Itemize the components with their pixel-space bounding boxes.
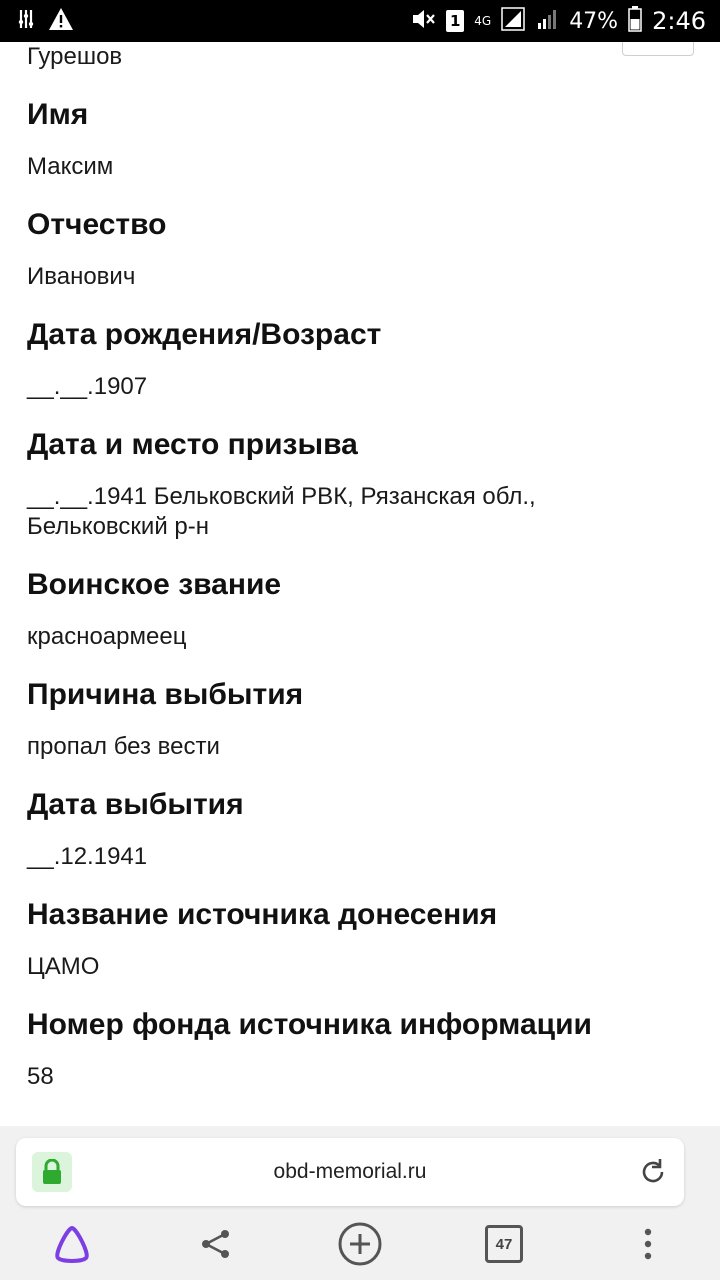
alice-icon[interactable]	[36, 1214, 108, 1274]
surname-value: Гурешов	[27, 43, 123, 70]
leave-date-field	[0, 786, 271, 872]
battery-percent: 47%	[569, 8, 619, 34]
field-value: 58	[27, 1063, 54, 1090]
tabs-count: 47	[485, 1225, 523, 1263]
lock-icon[interactable]	[32, 1152, 72, 1192]
field-label: Дата рождения/Возраст	[27, 318, 382, 351]
signal-icon	[501, 7, 527, 35]
menu-icon[interactable]	[612, 1214, 684, 1274]
reason-field	[0, 676, 330, 762]
field-value: __.__.1907	[27, 373, 148, 400]
status-bar-left	[14, 7, 74, 35]
field-label: Воинское звание	[27, 568, 282, 601]
network-type: 4G	[474, 14, 492, 28]
field-value: Иванович	[27, 263, 136, 290]
field-label: Дата выбытия	[27, 788, 244, 821]
field-label: Название источника донесения	[27, 898, 498, 931]
field-label: Номер фонда источника информации	[27, 1008, 592, 1041]
status-bar	[0, 0, 720, 42]
warning-icon	[48, 7, 74, 35]
browser-bar	[0, 1126, 720, 1280]
mute-icon	[410, 7, 436, 35]
share-icon[interactable]	[180, 1214, 252, 1274]
field-value: пропал без вести	[27, 733, 220, 760]
sim-icon: 1	[446, 10, 464, 32]
name-field	[0, 96, 140, 182]
tune-icon	[14, 7, 38, 35]
fund-number-field	[0, 1006, 619, 1092]
battery-icon	[628, 6, 642, 36]
source-name-field	[0, 896, 524, 982]
signal-icon-2	[537, 7, 559, 35]
field-value: __.__.1941 Бельковский РВК, Рязанская обл., Бельковский р-н	[27, 483, 536, 540]
status-bar-right	[410, 6, 706, 36]
reload-icon[interactable]	[636, 1155, 670, 1189]
surname-field	[0, 42, 149, 72]
birthdate-field	[0, 316, 408, 402]
address-bar[interactable]	[16, 1138, 684, 1206]
tabs-icon[interactable]	[468, 1214, 540, 1274]
field-label: Дата и место призыва	[27, 428, 358, 461]
record-content	[0, 42, 720, 1126]
partial-button[interactable]	[622, 42, 694, 56]
field-value: ЦАМО	[27, 953, 100, 980]
field-label: Имя	[27, 98, 89, 131]
patronymic-field	[0, 206, 193, 292]
field-value: __.12.1941	[27, 843, 148, 870]
url-text[interactable]: obd-memorial.ru	[273, 1160, 427, 1183]
add-tab-icon[interactable]	[324, 1214, 396, 1274]
rank-field	[0, 566, 308, 652]
field-value: Максим	[27, 153, 114, 180]
clock: 2:46	[652, 7, 706, 35]
field-label: Причина выбытия	[27, 678, 304, 711]
conscription-field	[0, 426, 720, 542]
browser-nav	[0, 1208, 720, 1280]
field-label: Отчество	[27, 208, 167, 241]
field-value: красноармеец	[27, 623, 187, 650]
